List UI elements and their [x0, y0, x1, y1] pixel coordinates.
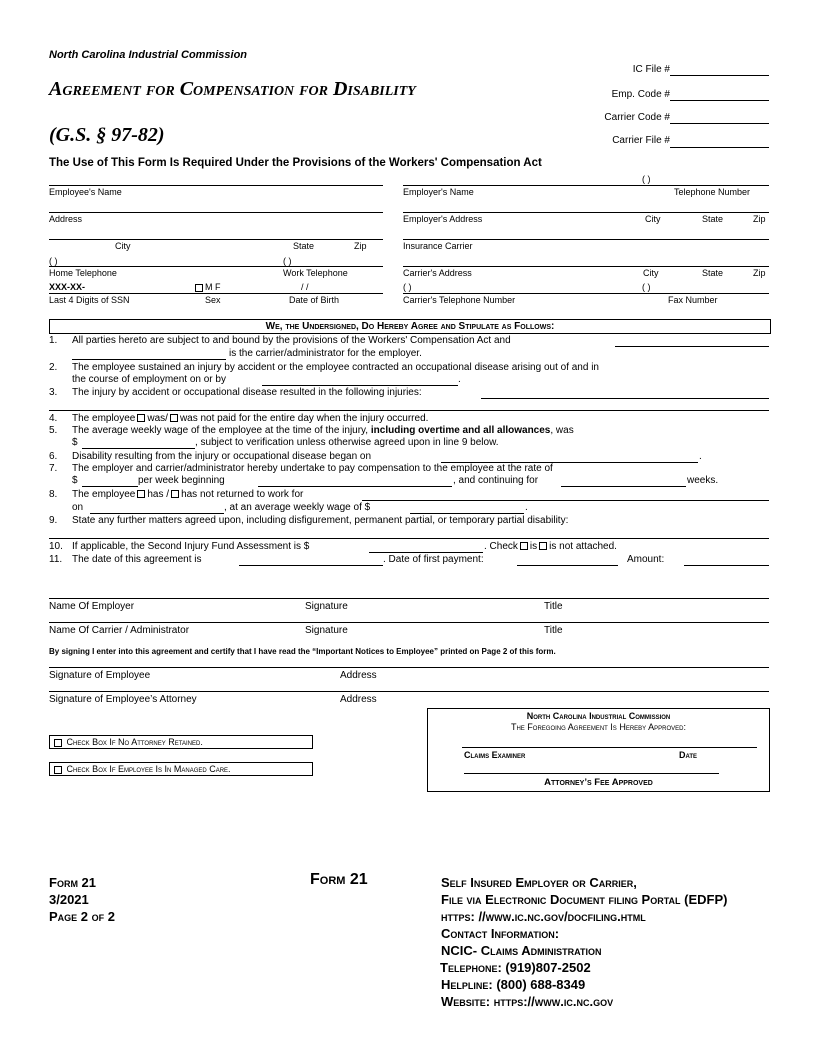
ic-file-field[interactable]	[670, 75, 769, 76]
item-6-text: Disability resulting from the injury or occupational disease began on	[72, 451, 372, 462]
item-8-number: 8.	[49, 489, 58, 500]
item-8-employer-field[interactable]	[362, 500, 769, 501]
carrier-state-label: State	[702, 268, 724, 278]
item-2-date-field[interactable]	[262, 385, 458, 386]
footer-right-7: Helpline: (800) 688-8349	[441, 977, 586, 992]
item-5-number: 5.	[49, 425, 58, 436]
carrier-code-field[interactable]	[670, 123, 769, 124]
employer-city-label: City	[645, 214, 661, 224]
item-1-carrier-field[interactable]	[72, 359, 226, 360]
form-title: Agreement for Compensation for Disability	[49, 78, 416, 100]
item-6-number: 6.	[49, 451, 58, 462]
employee-address-label: Address	[340, 670, 377, 681]
item-7-text-d: , and continuing for	[453, 475, 539, 486]
dob-slashes: / /	[301, 282, 309, 292]
item-7-beginning-field[interactable]	[258, 486, 452, 487]
item-11-amount-label: Amount:	[627, 554, 665, 565]
ssn-sex-dob-field[interactable]	[49, 293, 383, 294]
attorney-signature-label: Signature of Employee’s Attorney	[49, 694, 197, 705]
item-10-text-d: is not attached.	[549, 541, 617, 552]
item-1-field-a[interactable]	[615, 346, 769, 347]
item-1-text-b: is the carrier/administrator for the employer.	[229, 348, 422, 359]
employer-title-label: Title	[544, 601, 563, 612]
ic-file-label: IC File #	[632, 64, 670, 75]
date-label: Date	[679, 750, 698, 760]
footer-right-3[interactable]: https: //www.ic.nc.gov/docfiling.html	[441, 909, 646, 924]
city-state-zip-field[interactable]	[49, 239, 383, 240]
carrier-file-field[interactable]	[670, 147, 769, 148]
item-7-text: The employer and carrier/administrator hereby undertake to pay compensation to the employee at the rate of	[72, 463, 553, 474]
carrier-signature-line[interactable]	[49, 622, 769, 623]
item-7-weeks-field[interactable]	[561, 486, 686, 487]
employer-phone-paren: ( )	[642, 174, 651, 184]
name-of-carrier-label: Name Of Carrier / Administrator	[49, 625, 190, 636]
managed-care-checkbox[interactable]	[54, 766, 62, 774]
item-2-number: 2.	[49, 362, 58, 373]
male-checkbox[interactable]	[195, 284, 203, 292]
item-3-text: The injury by accident or occupational disease resulted in the following injuries:	[72, 387, 422, 398]
item-5-text-a: The average weekly wage of the employee at the time of the injury,	[72, 425, 369, 436]
item-7-text-c: per week beginning	[138, 475, 225, 486]
footer-page: Page 2 of 2	[49, 909, 115, 924]
city-label: City	[115, 241, 131, 251]
carrier-signature-label: Signature	[305, 625, 348, 636]
employer-address-field[interactable]	[403, 212, 769, 213]
carrier-title-label: Title	[544, 625, 563, 636]
work-telephone-label: Work Telephone	[283, 268, 348, 278]
employee-name-field[interactable]	[49, 185, 383, 186]
item-8-text-b: has /	[147, 489, 170, 500]
item-11-amount-field[interactable]	[684, 565, 769, 566]
item-2-text-b: the course of employment on or by	[72, 374, 226, 385]
claims-examiner-label: Claims Examiner	[464, 750, 526, 760]
item-4-was-not-checkbox[interactable]	[170, 414, 178, 422]
name-of-employer-label: Name Of Employer	[49, 601, 135, 612]
sex-options[interactable]	[193, 282, 221, 292]
approval-box	[427, 708, 770, 792]
certify-text: By signing I enter into this agreement and certify that I have read the “Important Notices to Employee” printed on Page 2 of this form.	[49, 647, 556, 656]
item-2-text: The employee sustained an injury by accident or the employee contracted an occupational disease arising out of and in	[72, 362, 599, 373]
item-11-text-b: . Date of first payment:	[383, 554, 484, 565]
item-4-text-b: was/	[147, 413, 168, 424]
fax-paren: ( )	[642, 282, 651, 292]
approval-subheading: The Foregoing Agreement Is Hereby Approved:	[510, 722, 687, 732]
employer-name-field[interactable]	[403, 185, 769, 186]
item-1-number: 1.	[49, 335, 58, 346]
footer-right-4: Contact Information:	[441, 926, 560, 941]
item-7-text-e: weeks.	[687, 475, 719, 486]
attorney-signature-line[interactable]	[49, 691, 769, 692]
item-8-text-c: has not returned to work for	[181, 489, 304, 500]
item-5-wage-field[interactable]	[82, 448, 195, 449]
ssn-prefix: XXX-XX-	[49, 282, 86, 292]
item-5-text-e: , subject to verification unless otherwise agreed upon in line 9 below.	[195, 437, 499, 448]
item-7-number: 7.	[49, 463, 58, 474]
home-phone-paren: ( )	[49, 256, 58, 266]
agency-name: North Carolina Industrial Commission	[49, 49, 248, 61]
dob-label: Date of Birth	[289, 295, 340, 305]
fax-number-label: Fax Number	[668, 295, 718, 305]
home-telephone-label: Home Telephone	[49, 268, 117, 278]
employee-signature-label: Signature of Employee	[49, 670, 151, 681]
item-4-number: 4.	[49, 413, 58, 424]
employer-address-label: Employer's Address	[403, 214, 483, 224]
item-8-date-field[interactable]	[90, 513, 224, 514]
ssn-label: Last 4 Digits of SSN	[49, 295, 130, 305]
carrier-address-field[interactable]	[403, 266, 769, 267]
employer-state-label: State	[702, 214, 724, 224]
item-11-first-payment-field[interactable]	[517, 565, 618, 566]
item-10-number: 10.	[49, 541, 63, 552]
item-3-number: 3.	[49, 387, 58, 398]
no-attorney-label: Check Box If No Attorney Retained.	[66, 737, 203, 747]
item-3-injuries-field-2[interactable]	[49, 410, 769, 411]
address-label: Address	[49, 214, 83, 224]
emp-code-label: Emp. Code #	[611, 89, 670, 100]
managed-care-label: Check Box If Employee Is In Managed Care.	[66, 764, 231, 774]
sex-label: Sex	[205, 295, 221, 305]
item-9-field[interactable]	[49, 538, 769, 539]
no-attorney-box[interactable]	[49, 735, 313, 749]
footer-right-5: NCIC- Claims Administration	[441, 943, 602, 958]
zip-label: Zip	[354, 241, 367, 251]
attorney-fee-label: Attorney’s Fee Approved	[544, 777, 653, 788]
carrier-code-label: Carrier Code #	[604, 112, 670, 123]
employer-name-label: Employer's Name	[403, 187, 474, 197]
statute: (G.S. § 97-82)	[49, 124, 165, 146]
item-8-has-checkbox[interactable]	[137, 490, 145, 498]
insurance-carrier-field[interactable]	[403, 239, 769, 240]
subtitle: The Use of This Form Is Required Under the Provisions of the Workers' Compensation Act	[49, 157, 542, 169]
item-1-text: All parties hereto are subject to and bound by the provisions of the Workers' Compensation Act and	[72, 335, 511, 346]
item-5-text-b: including overtime and all allowances	[370, 425, 551, 436]
item-4-text-c: was not paid for the entire day when the injury occurred.	[179, 413, 429, 424]
carrier-phone-field[interactable]	[403, 293, 769, 294]
item-7-rate-field[interactable]	[82, 486, 138, 487]
footer-form-number: Form 21	[49, 875, 97, 890]
address-field[interactable]	[49, 212, 383, 213]
item-6-period: .	[699, 451, 702, 462]
item-9-text: State any further matters agreed upon, including disfigurement, permanent partial, or temporary partial disability:	[72, 515, 569, 526]
footer-form-center: Form 21	[310, 871, 368, 888]
employer-signature-line[interactable]	[49, 598, 769, 599]
carrier-telephone-label: Carrier's Telephone Number	[403, 295, 516, 305]
item-3-injuries-field[interactable]	[481, 398, 769, 399]
item-10-text-c: is	[529, 541, 538, 552]
item-10-check	[484, 541, 617, 552]
employer-telephone-label: Telephone Number	[674, 187, 751, 197]
item-8-text-d: on	[72, 502, 84, 513]
item-8-wage-field[interactable]	[410, 513, 524, 514]
footer-right-1: Self Insured Employer or Carrier,	[441, 875, 637, 890]
item-9-number: 9.	[49, 515, 58, 526]
footer-right-8[interactable]: Website: https://www.ic.nc.gov	[441, 994, 614, 1009]
approval-heading: North Carolina Industrial Commission	[526, 711, 671, 721]
carrier-zip-label: Zip	[753, 268, 766, 278]
item-7-dollar: $	[72, 475, 78, 486]
carrier-file-label: Carrier File #	[612, 135, 670, 146]
footer-date: 3/2021	[49, 892, 89, 907]
footer-right-6: Telephone: (919)807-2502	[440, 960, 591, 975]
insurance-carrier-label: Insurance Carrier	[403, 241, 473, 251]
item-10-text-b: . Check	[484, 541, 518, 552]
managed-care-box[interactable]	[49, 762, 313, 776]
sex-options-text: M F	[205, 282, 221, 292]
item-11-number: 11.	[49, 554, 63, 565]
employee-name-label: Employee's Name	[49, 187, 122, 197]
item-4-was-checkbox[interactable]	[137, 414, 145, 422]
footer-right-2: File via Electronic Document filing Portal (EDFP)	[441, 892, 728, 907]
claims-examiner-line[interactable]	[462, 747, 757, 748]
carrier-city-label: City	[643, 268, 659, 278]
item-8-period: .	[525, 502, 528, 513]
item-10-is-not-checkbox[interactable]	[539, 542, 547, 550]
item-5-dollar: $	[72, 437, 78, 448]
employer-signature-label: Signature	[305, 601, 348, 612]
item-2-period: .	[458, 374, 461, 385]
item-10-is-checkbox[interactable]	[520, 542, 528, 550]
item-5-text-c: , was	[550, 425, 574, 436]
item-10-amount-field[interactable]	[369, 552, 483, 553]
emp-code-field[interactable]	[670, 100, 769, 101]
employer-zip-label: Zip	[753, 214, 766, 224]
carrier-address-label: Carrier's Address	[403, 268, 472, 278]
attorney-fee-line[interactable]	[464, 773, 719, 774]
state-label: State	[293, 241, 315, 251]
item-8-text-e: , at an average weekly wage of $	[224, 502, 371, 513]
carrier-phone-paren: ( )	[403, 282, 412, 292]
agreement-heading: We, the Undersigned, Do Hereby Agree and Stipulate as Follows:	[49, 319, 771, 334]
no-attorney-checkbox[interactable]	[54, 739, 62, 747]
item-11-date-field[interactable]	[239, 565, 383, 566]
item-11-text: The date of this agreement is	[72, 554, 202, 565]
employee-signature-line[interactable]	[49, 667, 769, 668]
item-8-text-a: The employee	[72, 489, 136, 500]
work-phone-paren: ( )	[283, 256, 292, 266]
item-4-text-a: The employee	[72, 413, 136, 424]
telephone-field[interactable]	[49, 266, 383, 267]
attorney-address-label: Address	[340, 694, 377, 705]
item-10-text: If applicable, the Second Injury Fund Assessment is $	[72, 541, 310, 552]
item-8-has-not-checkbox[interactable]	[171, 490, 179, 498]
